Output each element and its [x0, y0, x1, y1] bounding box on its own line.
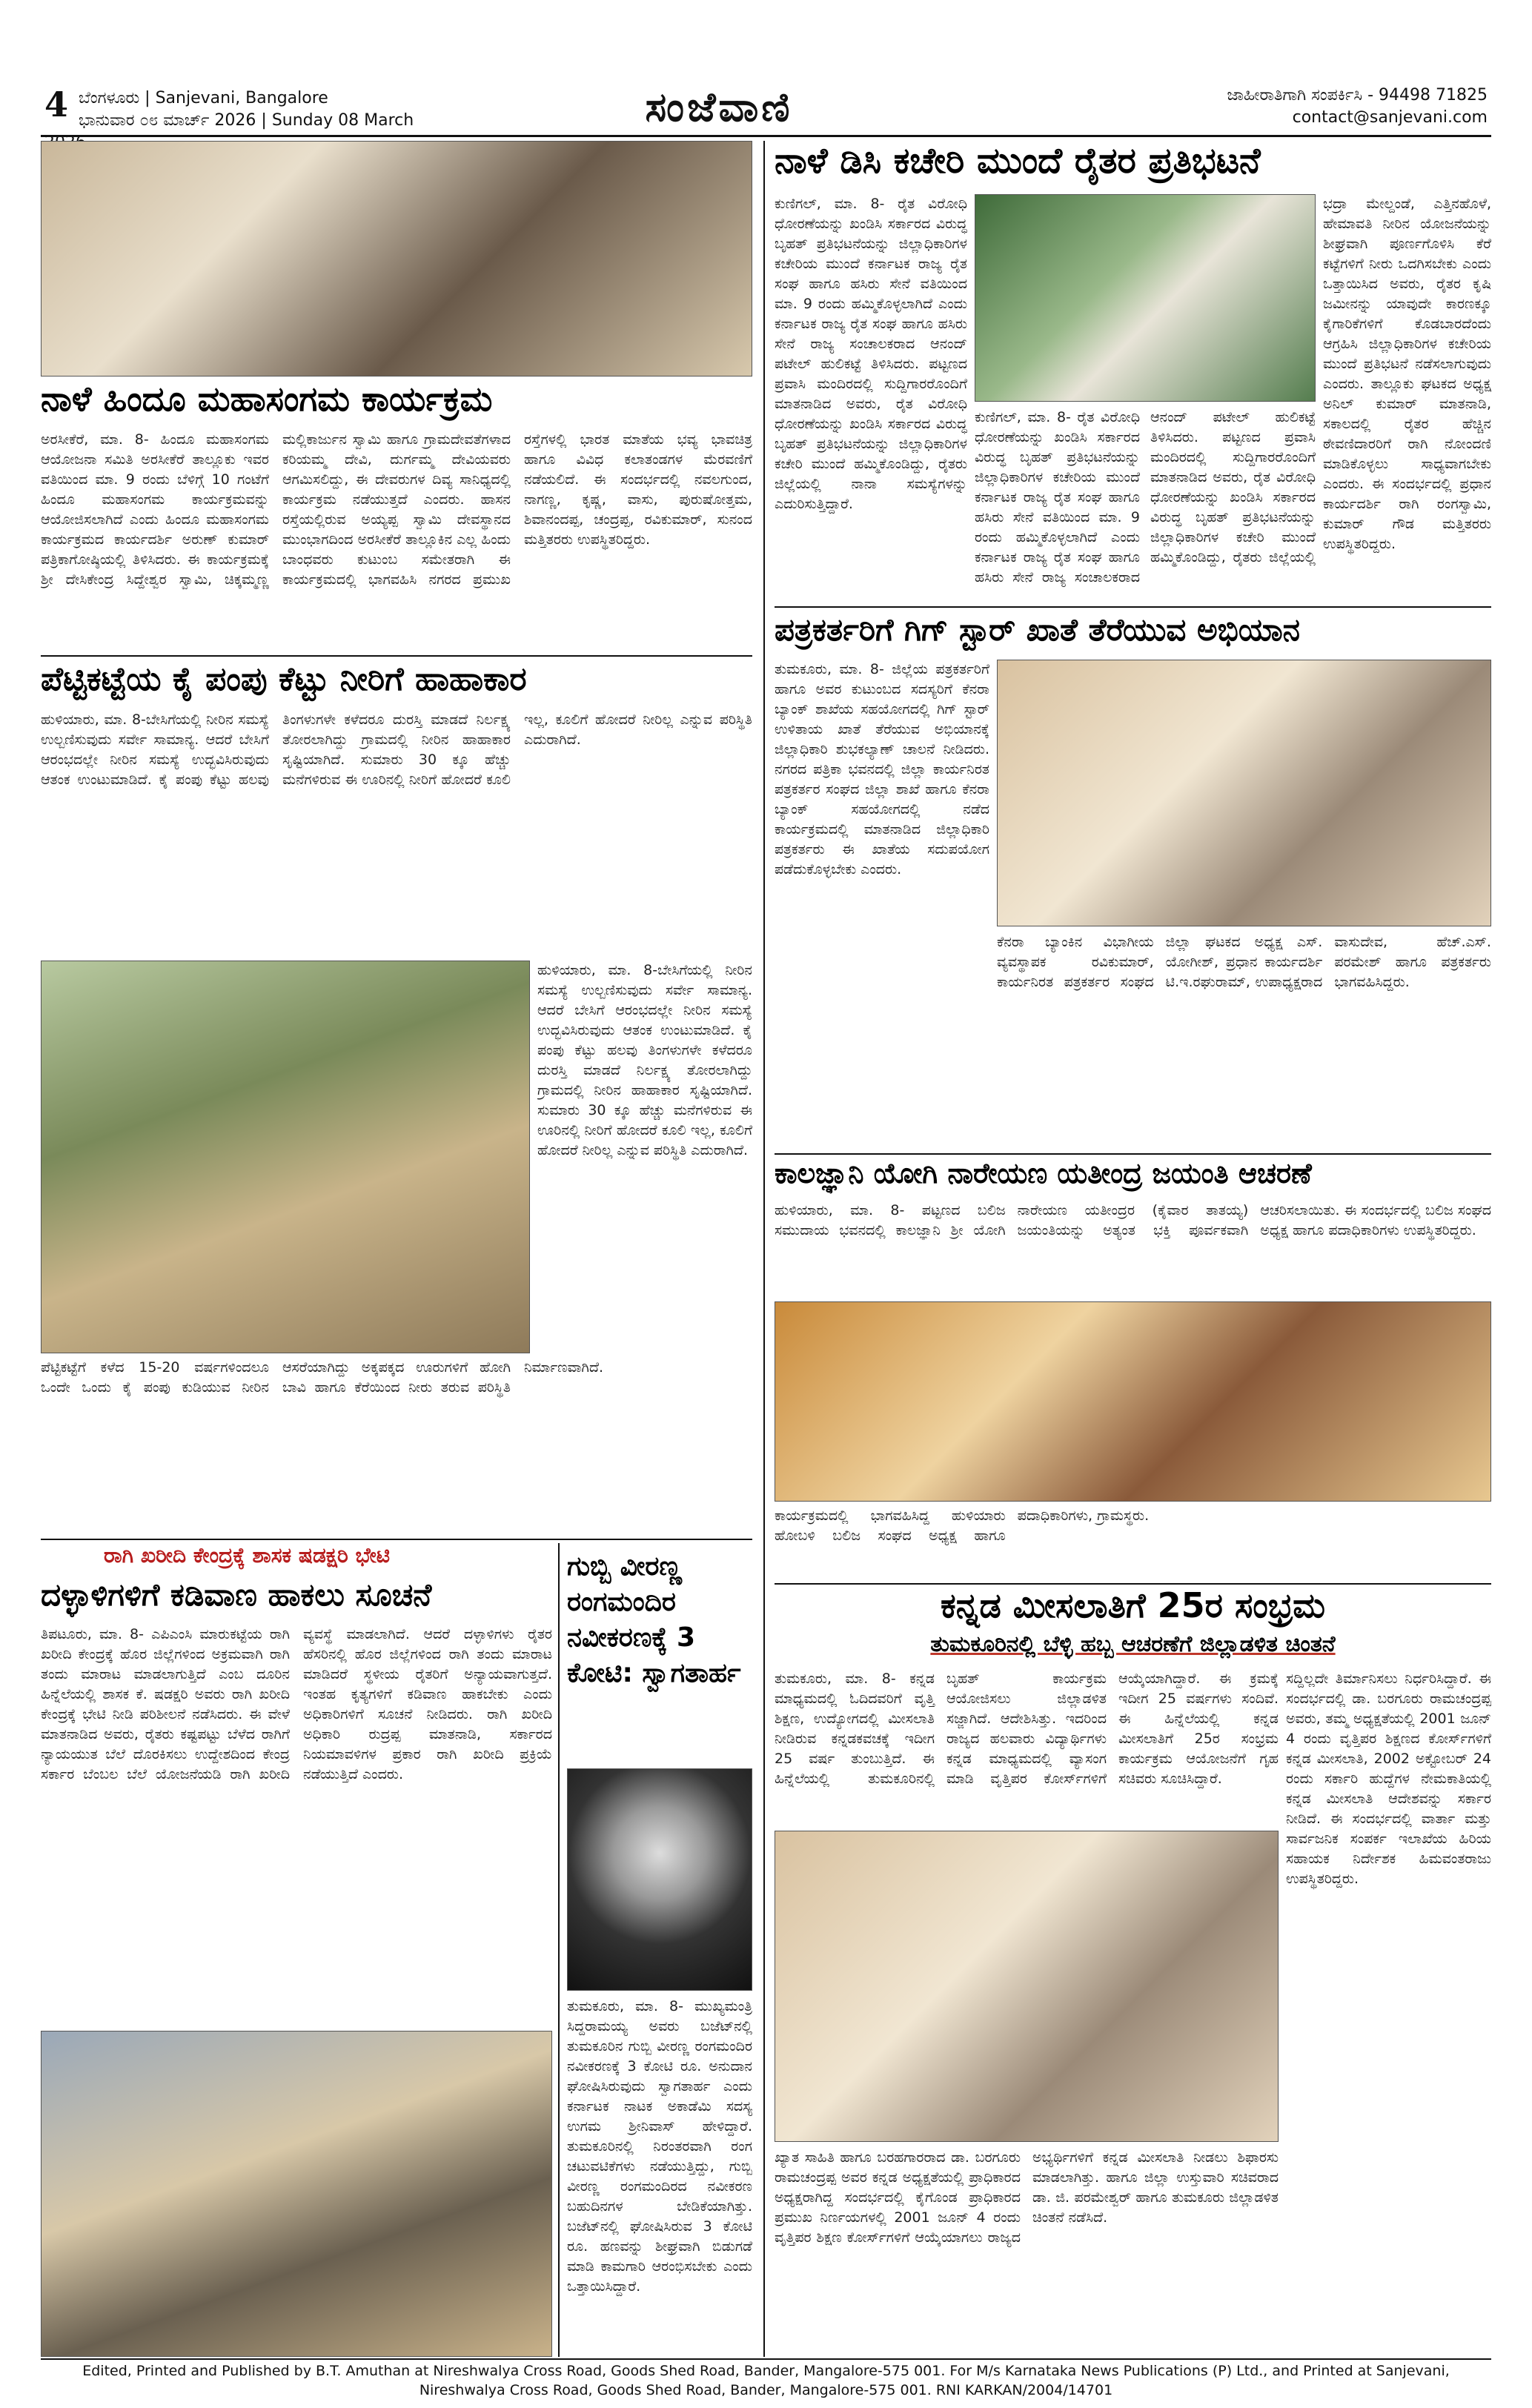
ad-contact: ಜಾಹೀರಾತಿಗಾಗಿ ಸಂಪರ್ಕಿಸಿ - 94498 71825 [1227, 86, 1488, 105]
pump-body-continued: ಹುಳಿಯಾರು, ಮಾ. 8-ಬೇಸಿಗೆಯಲ್ಲಿ ನೀರಿನ ಸಮಸ್ಯೆ ಉಲ್ಬಣಿಸುವುದು ಸರ್ವೇ ಸಾಮಾನ್ಯ. ಆದರೆ ಬೇಸಿಗೆ ಆರಂಭದಲ್ಲೇ ನೀರಿನ ಸಮಸ್ಯೆ ಉದ್ಭವಿಸಿರುವುದು ಆತಂಕ ಉಂಟುಮಾಡಿದೆ. ಕೈ ಪಂಪು ಕೆಟ್ಟು ಹಲವು ತಿಂಗಳುಗಳೇ ಕಳೆದರೂ ದುರಸ್ತಿ ಮಾಡದೆ ನಿರ್ಲಕ್ಷ್ಯ ತೋರಲಾಗಿದ್ದು ಗ್ರಾಮದಲ್ಲಿ ನೀರಿನ ಹಾಹಾಕಾರ ಸೃಷ್ಟಿಯಾಗಿದೆ. ಸುಮಾರು 30 ಕ್ಕೂ ಹೆಚ್ಚು ಮನೆಗಳಿರುವ ಈ ಊರಿನಲ್ಲಿ ನೀರಿಗೆ ಹೋದರೆ ಕೂಲಿ ಇಲ್ಲ, ಕೂಲಿಗೆ ಹೋದರೆ ನೀರಿಲ್ಲ ಎನ್ನುವ ಪರಿಸ್ಥಿತಿ ಎದುರಾಗಿದೆ. [537, 962, 752, 1158]
divider [41, 1539, 752, 1540]
masthead-right [1227, 84, 1488, 129]
footer-line-2: Nireshwalya Cross Road, Goods Shed Road, Bander, Mangalore-575 001. RNI KARKAN/2004/14701 [419, 2382, 1113, 2398]
gig-body-right: ಕೆನರಾ ಬ್ಯಾಂಕಿನ ವಿಭಾಗೀಯ ವ್ಯವಸ್ಥಾಪಕ ರವಿಕುಮಾರ್, ಕಾರ್ಯನಿರತ ಪತ್ರಕರ್ತರ ಸಂಘದ ಜಿಲ್ಲಾ ಘಟಕದ ಅಧ್ಯಕ್ಷ ಎಸ್. ಯೋಗೀಶ್, ಪ್ರಧಾನ ಕಾರ್ಯದರ್ಶಿ ಟಿ.ಇ.ರಘುರಾಮ್, ಉಪಾಧ್ಯಕ್ಷರಾದ ವಾಸುದೇವ, ಹೆಚ್.ಎಸ್. ಪರಮೇಶ್ ಹಾಗೂ ಪತ್ರಕರ್ತರು ಭಾಗವಹಿಸಿದ್ದರು. [997, 934, 1491, 990]
masthead-rule [41, 135, 1491, 137]
page-center-rule [763, 141, 765, 2357]
kannada-headline: ಕನ್ನಡ ಮೀಸಲಾತಿಗೆ 25ರ ಸಂಭ್ರಮ [941, 1586, 1325, 1625]
kannada-body-right: ಸದ್ದಿಲ್ಲದೇ ತಿರ್ಮಾನಿಸಲು ನಿರ್ಧರಿಸಿದ್ದಾರೆ. ಈ ಸಂದರ್ಭದಲ್ಲಿ ಡಾ. ಬರಗೂರು ರಾಮಚಂದ್ರಪ್ಪ ಅವರು, ತಮ್ಮ ಅಧ್ಯಕ್ಷತೆಯಲ್ಲಿ 2001 ಜೂನ್ 4 ರಂದು ವೃತ್ತಿಪರ ಶಿಕ್ಷಣದ ಕೋರ್ಸ್‌ಗಳಿಗೆ ಕನ್ನಡ ಮೀಸಲಾತಿ, 2002 ಅಕ್ಟೋಬರ್ 24 ರಂದು ಸರ್ಕಾರಿ ಹುದ್ದೆಗಳ ನೇಮಕಾತಿಯಲ್ಲಿ ಕನ್ನಡ ಮೀಸಲಾತಿ ಆದೇಶವನ್ನು ಸರ್ಕಾರ ನೀಡಿದೆ. ಈ ಸಂದರ್ಭದಲ್ಲಿ ವಾರ್ತಾ ಮತ್ತು ಸಾರ್ವಜನಿಕ ಸಂಪರ್ಕ ಇಲಾಖೆಯ ಹಿರಿಯ ಸಹಾಯಕ ನಿರ್ದೇಶಕ ಹಿಮವಂತರಾಜು ಉಪಸ್ಥಿತರಿದ್ದರು. [1286, 1671, 1491, 1887]
farmers-body-right: ಭದ್ರಾ ಮೇಲ್ದಂಡೆ, ಎತ್ತಿನಹೊಳೆ, ಹೇಮಾವತಿ ನೀರಿನ ಯೋಜನೆಯನ್ನು ಶೀಘ್ರವಾಗಿ ಪೂರ್ಣಗೊಳಿಸಿ ಕೆರೆ ಕಟ್ಟೆಗಳಿಗೆ ನೀರು ಒದಗಿಸಬೇಕು ಎಂದು ಒತ್ತಾಯಿಸಿದ ಅವರು, ರೈತರ ಕೃಷಿ ಜಮೀನನ್ನು ಯಾವುದೇ ಕಾರಣಕ್ಕೂ ಕೈಗಾರಿಕೆಗಳಿಗೆ ಕೊಡಬಾರದೆಂದು ಆಗ್ರಹಿಸಿ ಜಿಲ್ಲಾಧಿಕಾರಿಗಳ ಕಚೇರಿಯ ಮುಂದೆ ಪ್ರತಿಭಟನೆ ನಡೆಸಲಾಗುವುದು ಎಂದರು. ತಾಲ್ಲೂಕು ಘಟಕದ ಅಧ್ಯಕ್ಷ ಅನಿಲ್ ಕುಮಾರ್ ಮಾತನಾಡಿ, ಸಕಾಲದಲ್ಲಿ ರೈತರ ಹೆಚ್ಚಿನ ಠೇವಣಿದಾರರಿಗೆ ರಾಗಿ ನೋಂದಣಿ ಮಾಡಿಕೊಳ್ಳಲು ಸಾಧ್ಯವಾಗಬೇಕು ಎಂದರು. ಈ ಸಂದರ್ಭದಲ್ಲಿ ಪ್ರಧಾನ ಕಾರ್ಯದರ್ಶಿ ರಾಗಿ ರಂಗಸ್ವಾಮಿ, ಕುಮಾರ್ ಗೌಡ ಮತ್ತಿತರರು ಉಪಸ್ಥಿತರಿದ್ದರು. [1323, 196, 1491, 552]
narayana-body: ಹುಳಿಯಾರು, ಮಾ. 8- ಪಟ್ಟಣದ ಬಲಿಜ ಸಮುದಾಯ ಭವನದಲ್ಲಿ ಕಾಲಜ್ಞಾನಿ ಶ್ರೀ ಯೋಗಿ ನಾರೇಯಣ ಯತೀಂದ್ರರ (ಕೈವಾರ ತಾತಯ್ಯ) ಜಯಂತಿಯನ್ನು ಅತ್ಯಂತ ಭಕ್ತಿ ಪೂರ್ವಕವಾಗಿ ಆಚರಿಸಲಾಯಿತು. ಈ ಸಂದರ್ಭದಲ್ಲಿ ಬಲಿಜ ಸಂಘದ ಅಧ್ಯಕ್ಷ ಹಾಗೂ ಪದಾಧಿಕಾರಿಗಳು ಉಪಸ್ಥಿತರಿದ್ದರು. [775, 1202, 1491, 1238]
kannada-subheadline: ತುಮಕೂರಿನಲ್ಲಿ ಬೆಳ್ಳಿ ಹಬ್ಬ ಆಚರಣೆಗೆ ಜಿಲ್ಲಾಡಳಿತ ಚಿಂತನೆ [930, 1632, 1336, 1657]
ragi-body: ತಿಪಟೂರು, ಮಾ. 8- ಎಪಿಎಂಸಿ ಮಾರುಕಟ್ಟೆಯ ರಾಗಿ ಖರೀದಿ ಕೇಂದ್ರಕ್ಕೆ ಹೊರ ಜಿಲ್ಲೆಗಳಿಂದ ಅಕ್ರಮವಾಗಿ ರಾಗಿ ತಂದು ಮಾರಾಟ ಮಾಡಲಾಗುತ್ತಿದೆ ಎಂಬ ದೂರಿನ ಹಿನ್ನೆಲೆಯಲ್ಲಿ ಶಾಸಕ ಕೆ. ಷಡಕ್ಷರಿ ಅವರು ರಾಗಿ ಖರೀದಿ ಕೇಂದ್ರಕ್ಕೆ ಭೇಟಿ ನೀಡಿ ಪರಿಶೀಲನೆ ನಡೆಸಿದರು. ಈ ವೇಳೆ ಮಾತನಾಡಿದ ಅವರು, ರೈತರು ಕಷ್ಟಪಟ್ಟು ಬೆಳೆದ ರಾಗಿಗೆ ನ್ಯಾಯಯುತ ಬೆಲೆ ದೊರಕಿಸಲು ಉದ್ದೇಶದಿಂದ ಕೇಂದ್ರ ಸರ್ಕಾರ ಬೆಂಬಲ ಬೆಲೆ ಯೋಜನೆಯಡಿ ರಾಗಿ ಖರೀದಿ ವ್ಯವಸ್ಥೆ ಮಾಡಲಾಗಿದೆ. ಆದರೆ ದಳ್ಳಾಳಿಗಳು ರೈತರ ಹೆಸರಿನಲ್ಲಿ ಹೊರ ಜಿಲ್ಲೆಗಳಿಂದ ರಾಗಿ ತಂದು ಮಾರಾಟ ಮಾಡಿದರೆ ಸ್ಥಳೀಯ ರೈತರಿಗೆ ಅನ್ಯಾಯವಾಗುತ್ತದೆ. ಇಂತಹ ಕೃತ್ಯಗಳಿಗೆ ಕಡಿವಾಣ ಹಾಕಬೇಕು ಎಂದು ಅಧಿಕಾರಿಗಳಿಗೆ ಸೂಚನೆ ನೀಡಿದರು. ರಾಗಿ ಖರೀದಿ ಅಧಿಕಾರಿ ರುದ್ರಪ್ಪ ಮಾತನಾಡಿ, ಸರ್ಕಾರದ ನಿಯಮಾವಳಿಗಳ ಪ್ರಕಾರ ರಾಗಿ ಖರೀದಿ ಪ್ರಕ್ರಿಯೆ ನಡೆಯುತ್ತಿದೆ ಎಂದರು. [41, 1626, 552, 1782]
footer-line-1: Edited, Printed and Published by B.T. Amuthan at Nireshwalya Cross Road, Goods Shed Road, Bander, Mangalore-575 001. For M/s Karnataka News Publications (P) Ltd., and Printed at Sanjevani, [82, 2363, 1450, 2379]
jayanti-photo [775, 1301, 1491, 1502]
farmers-body-middle: ಕುಣಿಗಲ್, ಮಾ. 8- ರೈತ ವಿರೋಧಿ ಧೋರಣೆಯನ್ನು ಖಂಡಿಸಿ ಸರ್ಕಾರದ ವಿರುದ್ಧ ಬೃಹತ್ ಪ್ರತಿಭಟನೆಯನ್ನು ಜಿಲ್ಲಾಧಿಕಾರಿಗಳ ಕಚೇರಿಯ ಮುಂದೆ ಕರ್ನಾಟಕ ರಾಜ್ಯ ರೈತ ಸಂಘ ಹಾಗೂ ಹಸಿರು ಸೇನೆ ವತಿಯಿಂದ ಮಾ. 9 ರಂದು ಹಮ್ಮಿಕೊಳ್ಳಲಾಗಿದೆ ಎಂದು ಕರ್ನಾಟಕ ರಾಜ್ಯ ರೈತ ಸಂಘ ಹಾಗೂ ಹಸಿರು ಸೇನೆ ರಾಜ್ಯ ಸಂಚಾಲಕರಾದ ಆನಂದ್ ಪಟೇಲ್ ಹುಲಿಕಟ್ಟೆ ತಿಳಿಸಿದರು. ಪಟ್ಟಣದ ಪ್ರವಾಸಿ ಮಂದಿರದಲ್ಲಿ ಸುದ್ದಿಗಾರರೊಂದಿಗೆ ಮಾತನಾಡಿದ ಅವರು, ರೈತ ವಿರೋಧಿ ಧೋರಣೆಯನ್ನು ಖಂಡಿಸಿ ಸರ್ಕಾರದ ವಿರುದ್ಧ ಬೃಹತ್ ಪ್ರತಿಭಟನೆಯನ್ನು ಜಿಲ್ಲಾಧಿಕಾರಿಗಳ ಕಚೇರಿ ಮುಂದೆ ಹಮ್ಮಿಕೊಂಡಿದ್ದು, ರೈತರು ಜಿಲ್ಲೆಯಲ್ಲಿ [975, 409, 1316, 586]
portrait-photo [567, 1768, 752, 1991]
contact-email[interactable]: contact@sanjevani.com [1292, 108, 1488, 127]
masthead-edition: Sanjevani, Bangalore [155, 89, 328, 107]
page-number: 4 [44, 84, 69, 125]
farmers-photo [975, 194, 1316, 402]
rangamandira-body: ತುಮಕೂರು, ಮಾ. 8- ಮುಖ್ಯಮಂತ್ರಿ ಸಿದ್ದರಾಮಯ್ಯ ಅವರು ಬಜೆಟ್‌ನಲ್ಲಿ ತುಮಕೂರಿನ ಗುಬ್ಬಿ ವೀರಣ್ಣ ರಂಗಮಂದಿರ ನವೀಕರಣಕ್ಕೆ 3 ಕೋಟಿ ರೂ. ಅನುದಾನ ಘೋಷಿಸಿರುವುದು ಸ್ವಾಗತಾರ್ಹ ಎಂದು ಕರ್ನಾಟಕ ನಾಟಕ ಅಕಾಡೆಮಿ ಸದಸ್ಯ ಉಗಮ ಶ್ರೀನಿವಾಸ್ ಹೇಳಿದ್ದಾರೆ. ತುಮಕೂರಿನಲ್ಲಿ ನಿರಂತರವಾಗಿ ರಂಗ ಚಟುವಟಿಕೆಗಳು ನಡೆಯುತ್ತಿದ್ದು, ಗುಬ್ಬಿ ವೀರಣ್ಣ ರಂಗಮಂದಿರದ ನವೀಕರಣ ಬಹುದಿನಗಳ ಬೇಡಿಕೆಯಾಗಿತ್ತು. ಬಜೆಟ್‌ನಲ್ಲಿ ಘೋಷಿಸಿರುವ 3 ಕೋಟಿ ರೂ. ಹಣವನ್ನು ಶೀಘ್ರವಾಗಿ ಬಿಡುಗಡೆ ಮಾಡಿ ಕಾಮಗಾರಿ ಆರಂಭಿಸಬೇಕು ಎಂದು ಒತ್ತಾಯಿಸಿದ್ದಾರೆ. [567, 1998, 752, 2295]
ragi-headline: ದಳ್ಳಾಳಿಗಳಿಗೆ ಕಡಿವಾಣ ಹಾಕಲು ಸೂಚನೆ [41, 1577, 432, 1613]
divider [41, 655, 752, 657]
masthead-date-en: Sunday 08 March [271, 111, 414, 130]
pump-body: ಹುಳಿಯಾರು, ಮಾ. 8-ಬೇಸಿಗೆಯಲ್ಲಿ ನೀರಿನ ಸಮಸ್ಯೆ ಉಲ್ಬಣಿಸುವುದು ಸರ್ವೇ ಸಾಮಾನ್ಯ. ಆದರೆ ಬೇಸಿಗೆ ಆರಂಭದಲ್ಲೇ ನೀರಿನ ಸಮಸ್ಯೆ ಉದ್ಭವಿಸಿರುವುದು ಆತಂಕ ಉಂಟುಮಾಡಿದೆ. ಕೈ ಪಂಪು ಕೆಟ್ಟು ಹಲವು ತಿಂಗಳುಗಳೇ ಕಳೆದರೂ ದುರಸ್ತಿ ಮಾಡದೆ ನಿರ್ಲಕ್ಷ್ಯ ತೋರಲಾಗಿದ್ದು ಗ್ರಾಮದಲ್ಲಿ ನೀರಿನ ಹಾಹಾಕಾರ ಸೃಷ್ಟಿಯಾಗಿದೆ. ಸುಮಾರು 30 ಕ್ಕೂ ಹೆಚ್ಚು ಮನೆಗಳಿರುವ ಈ ಊರಿನಲ್ಲಿ ನೀರಿಗೆ ಹೋದರೆ ಕೂಲಿ ಇಲ್ಲ, ಕೂಲಿಗೆ ಹೋದರೆ ನೀರಿಲ್ಲ ಎನ್ನುವ ಪರಿಸ್ಥಿತಿ ಎದುರಾಗಿದೆ. [41, 712, 752, 788]
narayana-caption: ಕಾರ್ಯಕ್ರಮದಲ್ಲಿ ಭಾಗವಹಿಸಿದ್ದ ಹುಳಿಯಾರು ಹೋಬಳಿ ಬಲಿಜ ಸಂಘದ ಅಧ್ಯಕ್ಷ ಹಾಗೂ ಪದಾಧಿಕಾರಿಗಳು, ಗ್ರಾಮಸ್ಥರು. [775, 1508, 1150, 1544]
divider [775, 606, 1491, 608]
column-rule [558, 1543, 560, 2357]
kannada-body: ತುಮಕೂರು, ಮಾ. 8- ಕನ್ನಡ ಮಾಧ್ಯಮದಲ್ಲಿ ಓದಿದವರಿಗೆ ವೃತ್ತಿ ಶಿಕ್ಷಣ, ಉದ್ಯೋಗದಲ್ಲಿ ಮೀಸಲಾತಿ ನೀಡಿರುವ ಕನ್ನಡಕವಚಕ್ಕೆ ಇದೀಗ 25 ವರ್ಷ ತುಂಬುತ್ತಿದೆ. ಈ ಹಿನ್ನೆಲೆಯಲ್ಲಿ ತುಮಕೂರಿನಲ್ಲಿ ಬೃಹತ್ ಕಾರ್ಯಕ್ರಮ ಆಯೋಜಿಸಲು ಜಿಲ್ಲಾಡಳಿತ ಸಜ್ಜಾಗಿದೆ. ಆದೇಶಿಸಿತ್ತು. ಇದರಿಂದ ರಾಜ್ಯದ ಹಲವಾರು ವಿದ್ಯಾರ್ಥಿಗಳು ಕನ್ನಡ ಮಾಧ್ಯಮದಲ್ಲಿ ವ್ಯಾಸಂಗ ಮಾಡಿ ವೃತ್ತಿಪರ ಕೋರ್ಸ್‌ಗಳಿಗೆ ಆಯ್ಕೆಯಾಗಿದ್ದಾರೆ. ಈ ಕ್ರಮಕ್ಕೆ ಇದೀಗ 25 ವರ್ಷಗಳು ಸಂದಿವೆ. ಈ ಹಿನ್ನೆಲೆಯಲ್ಲಿ ಕನ್ನಡ ಮೀಸಲಾತಿಗೆ 25ರ ಸಂಭ್ರಮ ಕಾರ್ಯಕ್ರಮ ಆಯೋಜನೆಗೆ ಗೃಹ ಸಚಿವರು ಸೂಚಿಸಿದ್ದಾರೆ. [775, 1671, 1279, 1787]
ragi-market-photo [41, 2031, 552, 2357]
gig-body-left: ತುಮಕೂರು, ಮಾ. 8- ಜಿಲ್ಲೆಯ ಪತ್ರಕರ್ತರಿಗೆ ಹಾಗೂ ಅವರ ಕುಟುಂಬದ ಸದಸ್ಯರಿಗೆ ಕೆನರಾ ಬ್ಯಾಂಕ್ ಶಾಖೆಯ ಸಹಯೋಗದಲ್ಲಿ ಗಿಗ್ ಸ್ಟಾರ್ ಉಳಿತಾಯ ಖಾತೆ ತೆರೆಯುವ ಅಭಿಯಾನಕ್ಕೆ ಜಿಲ್ಲಾಧಿಕಾರಿ ಶುಭಕಲ್ಯಾಣ್ ಚಾಲನೆ ನೀಡಿದರು. ನಗರದ ಪತ್ರಿಕಾ ಭವನದಲ್ಲಿ ಜಿಲ್ಲಾ ಕಾರ್ಯನಿರತ ಪತ್ರಕರ್ತರ ಸಂಘದ ಜಿಲ್ಲಾ ಶಾಖೆ ಹಾಗೂ ಕೆನರಾ ಬ್ಯಾಂಕ್ ಸಹಯೋಗದಲ್ಲಿ ನಡೆದ ಕಾರ್ಯಕ್ರಮದಲ್ಲಿ ಮಾತನಾಡಿದ ಜಿಲ್ಲಾಧಿಕಾರಿ ಪತ್ರಕರ್ತರು ಈ ಖಾತೆಯ ಸದುಪಯೋಗ ಪಡೆದುಕೊಳ್ಳಬೇಕು ಎಂದರು. [775, 661, 989, 878]
pump-headline: ಪೆಟ್ಟಿಕಟ್ಟೆಯ ಕೈ ಪಂಪು ಕೆಟ್ಟು ನೀರಿಗೆ ಹಾಹಾಕಾರ [41, 661, 527, 698]
narayana-headline: ಕಾಲಜ್ಞಾನಿ ಯೋಗಿ ನಾರೇಯಣ ಯತೀಂದ್ರ ಜಯಂತಿ ಆಚರಣೆ [775, 1158, 1312, 1190]
masthead-date-kn: ಭಾನುವಾರ ೦೮ ಮಾರ್ಚ್ 2026 [79, 111, 256, 130]
farmers-body-left: ಕುಣಿಗಲ್, ಮಾ. 8- ರೈತ ವಿರೋಧಿ ಧೋರಣೆಯನ್ನು ಖಂಡಿಸಿ ಸರ್ಕಾರದ ವಿರುದ್ಧ ಬೃಹತ್ ಪ್ರತಿಭಟನೆಯನ್ನು ಜಿಲ್ಲಾಧಿಕಾರಿಗಳ ಕಚೇರಿಯ ಮುಂದೆ ಕರ್ನಾಟಕ ರಾಜ್ಯ ರೈತ ಸಂಘ ಹಾಗೂ ಹಸಿರು ಸೇನೆ ವತಿಯಿಂದ ಮಾ. 9 ರಂದು ಹಮ್ಮಿಕೊಳ್ಳಲಾಗಿದೆ ಎಂದು ಕರ್ನಾಟಕ ರಾಜ್ಯ ರೈತ ಸಂಘ ಹಾಗೂ ಹಸಿರು ಸೇನೆ ರಾಜ್ಯ ಸಂಚಾಲಕರಾದ ಆನಂದ್ ಪಟೇಲ್ ಹುಲಿಕಟ್ಟೆ ತಿಳಿಸಿದರು. ಪಟ್ಟಣದ ಪ್ರವಾಸಿ ಮಂದಿರದಲ್ಲಿ ಸುದ್ದಿಗಾರರೊಂದಿಗೆ ಮಾತನಾಡಿದ ಅವರು, ರೈತ ವಿರೋಧಿ ಧೋರಣೆಯನ್ನು ಖಂಡಿಸಿ ಸರ್ಕಾರದ ವಿರುದ್ಧ ಬೃಹತ್ ಪ್ರತಿಭಟನೆಯನ್ನು ಜಿಲ್ಲಾಧಿಕಾರಿಗಳ ಕಚೇರಿ ಮುಂದೆ ಹಮ್ಮಿಕೊಂಡಿದ್ದು, ರೈತರು ಜಿಲ್ಲೆಯಲ್ಲಿ ನಾನಾ ಸಮಸ್ಯೆಗಳನ್ನು ಎದುರಿಸುತ್ತಿದ್ದಾರೆ. [775, 196, 967, 512]
ragi-kicker: ರಾಗಿ ಖರೀದಿ ಕೇಂದ್ರಕ್ಕೆ ಶಾಸಕ ಷಡಕ್ಷರಿ ಭೇಟಿ [104, 1543, 391, 1568]
newspaper-logo: ಸಂಜೆವಾಣಿ [645, 83, 793, 130]
footer-rule [41, 2358, 1491, 2360]
hand-pump-photo [41, 961, 530, 1353]
gig-photo [997, 660, 1491, 926]
footer [0, 2361, 1532, 2400]
kannada-caption: ಖ್ಯಾತ ಸಾಹಿತಿ ಹಾಗೂ ಬರಹಗಾರರಾದ ಡಾ. ಬರಗೂರು ರಾಮಚಂದ್ರಪ್ಪ ಅವರ ಕನ್ನಡ ಅಧ್ಯಕ್ಷತೆಯಲ್ಲಿ ಪ್ರಾಧಿಕಾರದ ಅಧ್ಯಕ್ಷರಾಗಿದ್ದ ಸಂದರ್ಭದಲ್ಲಿ ಕೈಗೊಂಡ ಪ್ರಾಧಿಕಾರದ ಪ್ರಮುಖ ನಿರ್ಣಯಗಳಲ್ಲಿ 2001 ಜೂನ್ 4 ರಂದು ವೃತ್ತಿಪರ ಶಿಕ್ಷಣ ಕೋರ್ಸ್‌ಗಳಿಗೆ ಆಯ್ಕೆಯಾಗಲು ರಾಜ್ಯದ ಅಭ್ಯರ್ಥಿಗಳಿಗೆ ಕನ್ನಡ ಮೀಸಲಾತಿ ನೀಡಲು ಶಿಫಾರಸು ಮಾಡಲಾಗಿತ್ತು. ಹಾಗೂ ಜಿಲ್ಲಾ ಉಸ್ತುವಾರಿ ಸಚಿವರಾದ ಡಾ. ಜಿ. ಪರಮೇಶ್ವರ್ ಹಾಗೂ ತುಮಕೂರು ಜಿಲ್ಲಾಡಳಿತ ಚಿಂತನೆ ನಡೆಸಿದೆ. [775, 2149, 1279, 2246]
gig-headline: ಪತ್ರಕರ್ತರಿಗೆ ಗಿಗ್ ಸ್ಟಾರ್ ಖಾತೆ ತೆರೆಯುವ ಅಭಿಯಾನ [775, 612, 1301, 648]
divider [775, 1583, 1491, 1585]
masthead-left: 4 ಬೆಂಗಳೂರು | Sanjevani, Bangalore ಭಾನುವಾರ ೦೮ ಮಾರ್ಚ್ 2026 | Sunday 08 March [44, 87, 426, 154]
divider [775, 1153, 1491, 1155]
hindu-sangama-body: ಅರಸೀಕೆರೆ, ಮಾ. 8- ಹಿಂದೂ ಮಹಾಸಂಗಮ ಆಯೋಜನಾ ಸಮಿತಿ ಅರಸೀಕೆರೆ ತಾಲ್ಲೂಕು ಇವರ ವತಿಯಿಂದ ಮಾ. 9 ರಂದು ಬೆಳಿಗ್ಗೆ 10 ಗಂಟೆಗೆ ಹಿಂದೂ ಮಹಾಸಂಗಮ ಕಾರ್ಯಕ್ರಮವನ್ನು ಆಯೋಜಿಸಲಾಗಿದೆ ಎಂದು ಹಿಂದೂ ಮಹಾಸಂಗಮ ಕಾರ್ಯಕ್ರಮದ ಕಾರ್ಯದರ್ಶಿ ಅರುಣ್ ಕುಮಾರ್ ಪತ್ರಿಕಾಗೋಷ್ಠಿಯಲ್ಲಿ ತಿಳಿಸಿದರು. ಈ ಕಾರ್ಯಕ್ರಮಕ್ಕೆ ಶ್ರೀ ದೇಸಿಕೇಂದ್ರ ಸಿದ್ದೇಶ್ವರ ಸ್ವಾಮಿ, ಚಿಕ್ಕಮ್ಮಣ್ಣ ಮಲ್ಲಿಕಾರ್ಜುನ ಸ್ವಾಮಿ ಹಾಗೂ ಗ್ರಾಮದೇವತೆಗಳಾದ ಕರಿಯಮ್ಮ ದೇವಿ, ದುರ್ಗಮ್ಮ ದೇವಿಯವರು ಆಗಮಿಸಲಿದ್ದು, ಈ ದೇವರುಗಳ ದಿವ್ಯ ಸಾನಿಧ್ಯದಲ್ಲಿ ಕಾರ್ಯಕ್ರಮ ನಡೆಯುತ್ತದೆ ಎಂದರು. ಹಾಸನ ರಸ್ತೆಯಲ್ಲಿರುವ ಅಯ್ಯಪ್ಪ ಸ್ವಾಮಿ ದೇವಸ್ಥಾನದ ಮುಂಭಾಗದಿಂದ ಅರಸೀಕೆರೆ ತಾಲ್ಲೂಕಿನ ಎಲ್ಲ ಹಿಂದು ಬಾಂಧವರು ಕುಟುಂಬ ಸಮೇತರಾಗಿ ಈ ಕಾರ್ಯಕ್ರಮದಲ್ಲಿ ಭಾಗವಹಿಸಿ ನಗರದ ಪ್ರಮುಖ ರಸ್ತೆಗಳಲ್ಲಿ ಭಾರತ ಮಾತೆಯ ಭವ್ಯ ಭಾವಚಿತ್ರ ಹಾಗೂ ವಿವಿಧ ಕಲಾತಂಡಗಳ ಮೆರವಣಿಗೆ ನಡೆಯಲಿದೆ. ಈ ಸಂದರ್ಭದಲ್ಲಿ ನವಲಗುಂದ, ನಾಗಣ್ಣ, ಕೃಷ್ಣ, ವಾಸು, ಪುರುಷೋತ್ತಮ, ಶಿವಾನಂದಪ್ಪ, ಚಂದ್ರಪ್ಪ, ರವಿಕುಮಾರ್, ಸುನಂದ ಮತ್ತಿತರರು ಉಪಸ್ಥಿತರಿದ್ದರು. [41, 431, 752, 588]
rangamandira-headline: ಗುಬ್ಬಿ ವೀರಣ್ಣ ರಂಗಮಂದಿರ ನವೀಕರಣಕ್ಕೆ 3 ಕೋಟಿ: ಸ್ವಾಗತಾರ್ಹ [567, 1551, 741, 1688]
masthead-city: ಬೆಂಗಳೂರು [79, 89, 140, 107]
kannada-meeting-photo [775, 1831, 1279, 2142]
farmers-headline: ನಾಳೆ ಡಿಸಿ ಕಚೇರಿ ಮುಂದೆ ರೈತರ ಪ್ರತಿಭಟನೆ [775, 141, 1261, 182]
hindu-sangama-photo [41, 141, 752, 377]
hindu-sangama-headline: ನಾಳೆ ಹಿಂದೂ ಮಹಾಸಂಗಮ ಕಾರ್ಯಕ್ರಮ [41, 379, 493, 419]
pump-caption: ಪೆಟ್ಟಿಕಟ್ಟೆಗೆ ಕಳೆದ 15-20 ವರ್ಷಗಳಿಂದಲೂ ಒಂದೇ ಒಂದು ಕೈ ಪಂಪು ಕುಡಿಯುವ ನೀರಿನ ಆಸರೆಯಾಗಿದ್ದು ಅಕ್ಕಪಕ್ಕದ ಊರುಗಳಿಗೆ ಹೋಗಿ ಬಾವಿ ಹಾಗೂ ಕೆರೆಯಿಂದ ನೀರು ತರುವ ಪರಿಸ್ಥಿತಿ ನಿರ್ಮಾಣವಾಗಿದೆ. [41, 1359, 604, 1396]
